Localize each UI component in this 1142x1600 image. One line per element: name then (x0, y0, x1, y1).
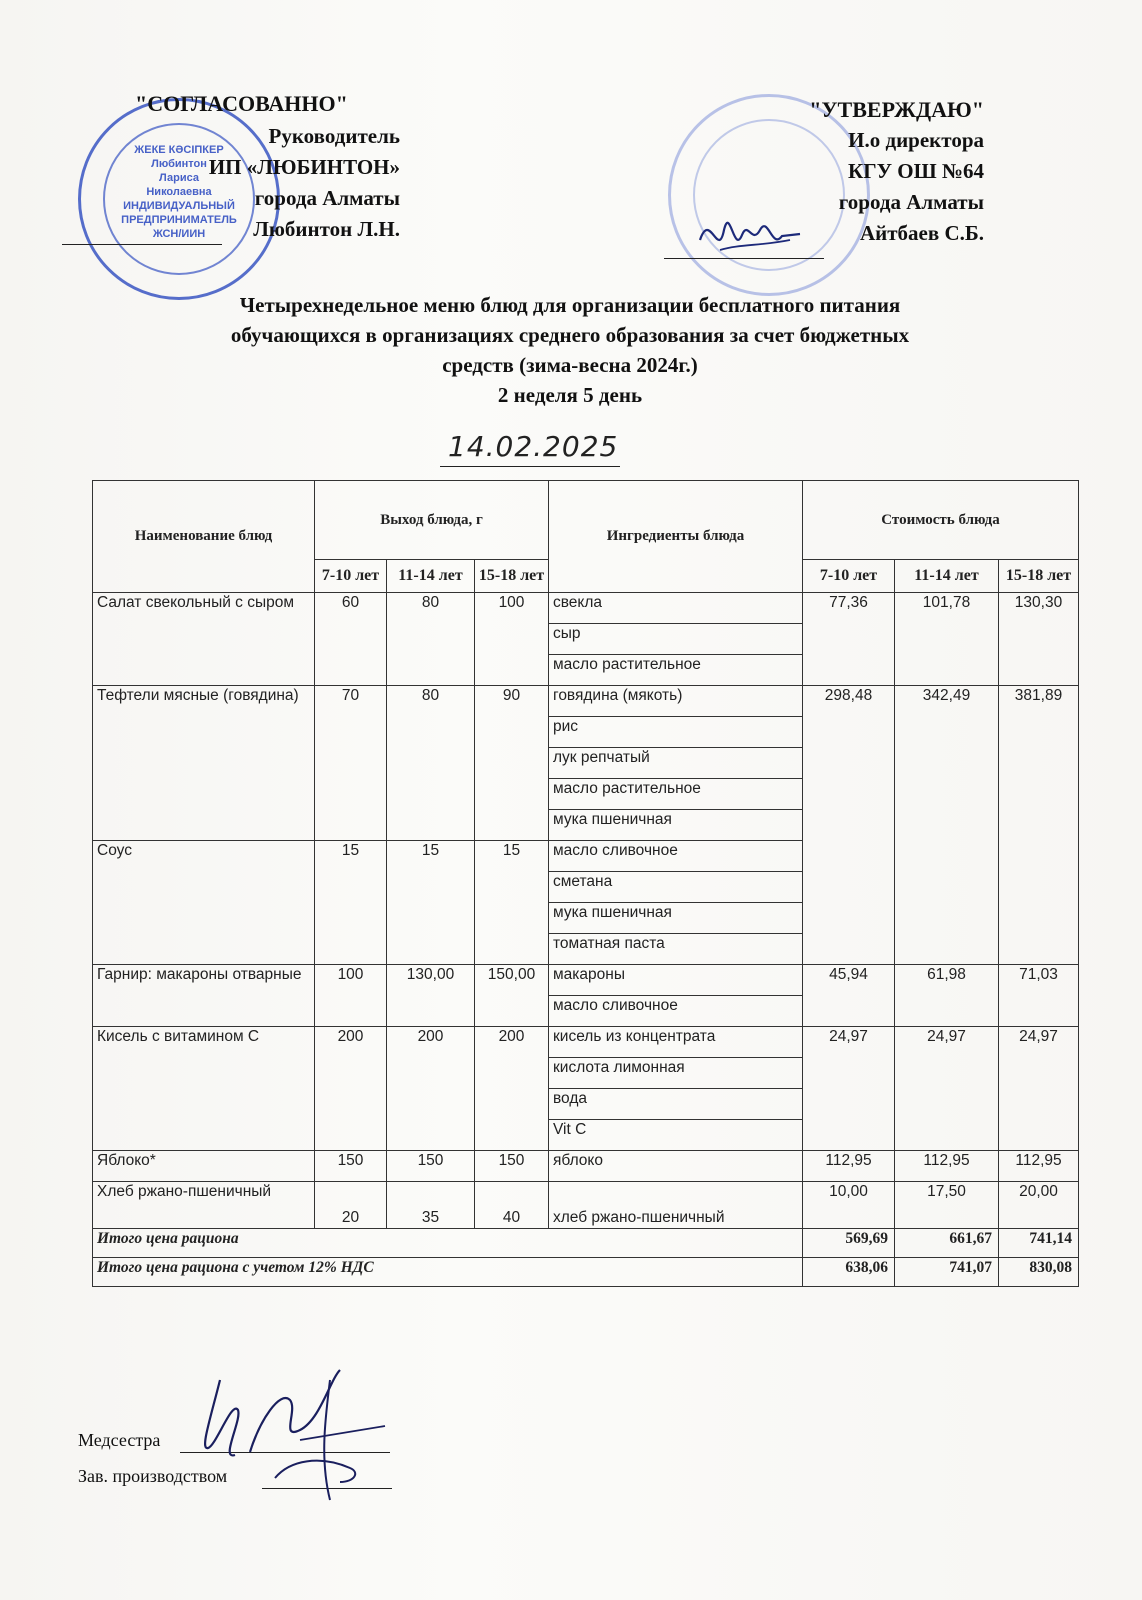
handwritten-date: 14.02.2025 (448, 430, 619, 463)
approved-right-label: "УТВЕРЖДАЮ" (809, 97, 984, 122)
dish-name: Кисель с витамином С (93, 1027, 315, 1151)
cost-value: 45,94 (803, 965, 895, 1027)
yield-value: 150,00 (475, 965, 549, 1027)
header-cost-age: 7-10 лет (803, 560, 895, 593)
approved-left-label: "СОГЛАСОВАННО" (135, 91, 348, 116)
header-ingredients: Ингредиенты блюда (549, 481, 803, 593)
ingredient: масло сливочное (549, 996, 803, 1027)
total-value: 661,67 (895, 1229, 999, 1258)
left-position: Руководитель (268, 124, 400, 148)
total-vat-value: 741,07 (895, 1258, 999, 1287)
total-vat-label: Итого цена рациона с учетом 12% НДС (93, 1258, 803, 1287)
table-row (93, 1182, 1079, 1229)
ingredient: Vit C (549, 1120, 803, 1151)
ingredient: лук репчатый (549, 748, 803, 779)
document-title: Четырехнедельное меню блюд для организации бесплатного питания обучающихся в организациях среднего образования за счет бюджетных средств (зима-весна 2024г.) 2 неделя 5 день (100, 290, 1040, 410)
total-value: 569,69 (803, 1229, 895, 1258)
ingredient: масло сливочное (549, 841, 803, 872)
yield-value: 35 (387, 1182, 475, 1229)
dish-name: Соус (93, 841, 315, 965)
right-org: КГУ ОШ №64 (848, 159, 984, 183)
cost-value: 298,48 (803, 686, 895, 965)
dish-name: Салат свекольный с сыром (93, 593, 315, 686)
ingredient: свекла (549, 593, 803, 624)
yield-value: 15 (315, 841, 387, 965)
right-city: города Алматы (838, 190, 984, 214)
yield-value: 150 (387, 1151, 475, 1182)
cost-value: 77,36 (803, 593, 895, 686)
yield-value: 70 (315, 686, 387, 841)
total-vat-row (93, 1258, 1079, 1287)
yield-value: 40 (475, 1182, 549, 1229)
ingredient: макароны (549, 965, 803, 996)
cost-value: 24,97 (895, 1027, 999, 1151)
yield-value: 15 (387, 841, 475, 965)
left-city: города Алматы (254, 186, 400, 210)
yield-value: 100 (475, 593, 549, 686)
ingredient: масло растительное (549, 655, 803, 686)
header-yield: Выход блюда, г (315, 481, 549, 560)
total-vat-value: 638,06 (803, 1258, 895, 1287)
yield-value: 80 (387, 593, 475, 686)
cost-value: 112,95 (999, 1151, 1079, 1182)
cost-value: 20,00 (999, 1182, 1079, 1229)
cost-value: 130,30 (999, 593, 1079, 686)
dish-name: Тефтели мясные (говядина) (93, 686, 315, 841)
header-cost: Стоимость блюда (803, 481, 1079, 560)
dish-name: Яблоко* (93, 1151, 315, 1182)
date-underline (440, 466, 620, 467)
yield-value: 200 (387, 1027, 475, 1151)
right-person: Айтбаев С.Б. (859, 221, 984, 245)
cost-value: 342,49 (895, 686, 999, 965)
table-row (93, 593, 1079, 624)
yield-value: 200 (315, 1027, 387, 1151)
ingredient: яблоко (549, 1151, 803, 1182)
ingredient: рис (549, 717, 803, 748)
ingredient: вода (549, 1089, 803, 1120)
header-yield-age: 15-18 лет (475, 560, 549, 593)
cost-value: 24,97 (999, 1027, 1079, 1151)
stamp-left-text: ЖЕКЕ КӘСІПКЕР Любинтон Лариса Николаевна ИНДИВИДУАЛЬНЫЙ ПРЕДПРИНИМАТЕЛЬ ЖСН/ИИН (121, 144, 237, 240)
yield-value: 150 (315, 1151, 387, 1182)
total-vat-value: 830,08 (999, 1258, 1079, 1287)
cost-value: 24,97 (803, 1027, 895, 1151)
yield-value: 60 (315, 593, 387, 686)
ingredient: кисель из концентрата (549, 1027, 803, 1058)
cost-value: 112,95 (803, 1151, 895, 1182)
ingredient: хлеб ржано-пшеничный (549, 1182, 803, 1229)
header-dish-name: Наименование блюд (93, 481, 315, 593)
left-signature-line (62, 244, 222, 245)
left-org: ИП «ЛЮБИНТОН» (208, 155, 400, 179)
nurse-signature (180, 1360, 400, 1510)
yield-value: 150 (475, 1151, 549, 1182)
director-signature (690, 200, 810, 270)
header-cost-age: 11-14 лет (895, 560, 999, 593)
cost-value: 381,89 (999, 686, 1079, 965)
menu-table (92, 480, 1079, 1287)
ingredient: мука пшеничная (549, 903, 803, 934)
cost-value: 71,03 (999, 965, 1079, 1027)
dish-name: Хлеб ржано-пшеничный (93, 1182, 315, 1229)
table-row (93, 1027, 1079, 1058)
header-cost-age: 15-18 лет (999, 560, 1079, 593)
cost-value: 17,50 (895, 1182, 999, 1229)
total-label: Итого цена рациона (93, 1229, 803, 1258)
ingredient: сметана (549, 872, 803, 903)
table-row (93, 686, 1079, 717)
yield-value: 130,00 (387, 965, 475, 1027)
table-row (93, 965, 1079, 996)
cost-value: 101,78 (895, 593, 999, 686)
yield-value: 200 (475, 1027, 549, 1151)
ingredient: говядина (мякоть) (549, 686, 803, 717)
nurse-label: Медсестра (78, 1430, 161, 1450)
yield-value: 15 (475, 841, 549, 965)
header-yield-age: 11-14 лет (387, 560, 475, 593)
table-row (93, 1151, 1079, 1182)
ingredient: кислота лимонная (549, 1058, 803, 1089)
yield-value: 80 (387, 686, 475, 841)
ingredient: сыр (549, 624, 803, 655)
total-value: 741,14 (999, 1229, 1079, 1258)
header-yield-age: 7-10 лет (315, 560, 387, 593)
yield-value: 90 (475, 686, 549, 841)
left-person: Любинтон Л.Н. (253, 217, 400, 241)
total-row (93, 1229, 1079, 1258)
yield-value: 20 (315, 1182, 387, 1229)
production-label: Зав. производством (78, 1466, 228, 1486)
cost-value: 112,95 (895, 1151, 999, 1182)
cost-value: 10,00 (803, 1182, 895, 1229)
ingredient: мука пшеничная (549, 810, 803, 841)
week-day: 2 неделя 5 день (497, 383, 643, 407)
right-position: И.о директора (848, 128, 984, 152)
yield-value: 100 (315, 965, 387, 1027)
cost-value: 61,98 (895, 965, 999, 1027)
dish-name: Гарнир: макароны отварные (93, 965, 315, 1027)
ingredient: томатная паста (549, 934, 803, 965)
ingredient: масло растительное (549, 779, 803, 810)
